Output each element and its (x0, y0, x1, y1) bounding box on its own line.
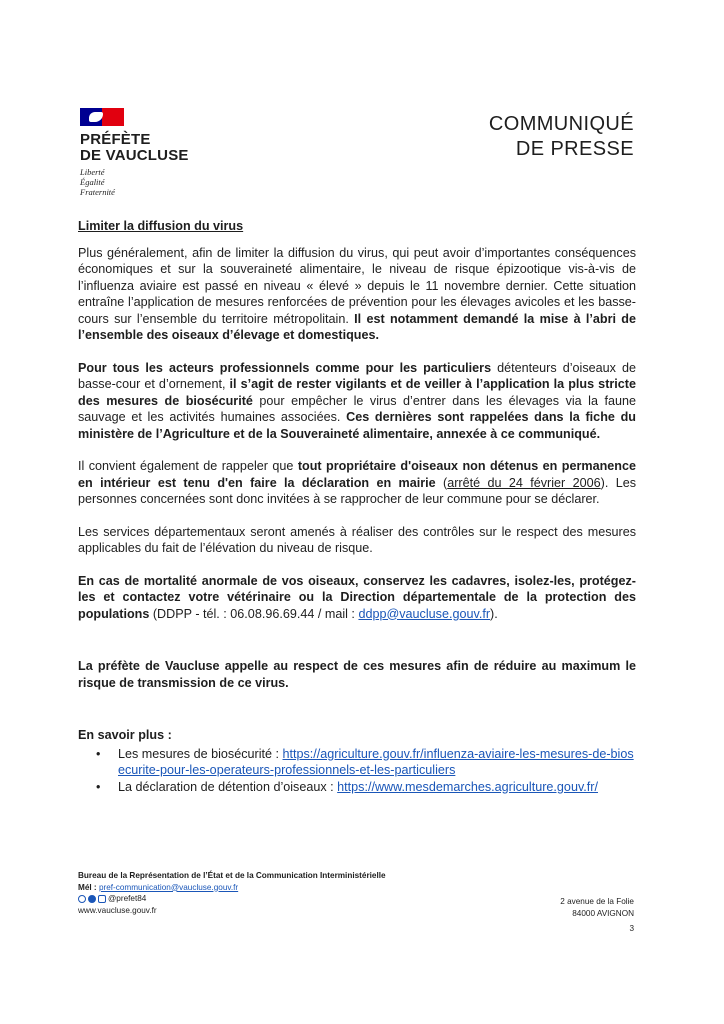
biosecurity-link[interactable]: https://agriculture.gouv.fr/influenza-aviaire-les-mesures-de-biosecurite-pour-les-operateurs-professionnels-et-les-particuliers (118, 746, 634, 777)
title-line-2: DE PRESSE (515, 138, 634, 160)
social-handle[interactable]: @prefet84 (108, 894, 147, 904)
social-line (78, 893, 386, 905)
paragraph-text: pour empêcher le virus d’entrer dans les élevages via la faune sauvage et les activités humaines associées. (78, 393, 636, 424)
decree-reference: arrêté du 24 février 2006 (447, 475, 601, 490)
website-link[interactable]: www.vaucluse.gouv.fr (78, 905, 157, 915)
mail-line (78, 882, 386, 894)
paragraph-text: ( (435, 475, 448, 490)
list-item-label: La déclaration de détention d’oiseaux : (118, 779, 338, 794)
instagram-icon[interactable] (98, 895, 106, 903)
bullet: • (96, 779, 101, 794)
paragraph-declaration (78, 458, 636, 508)
organization-name (80, 132, 189, 164)
section-title: Limiter la diffusion du virus (78, 219, 244, 233)
twitter-icon[interactable] (78, 895, 86, 903)
office-name: Bureau de la Représentation de l’État et de la Communication Interministérielle (78, 871, 386, 880)
declaration-link[interactable]: https://www.mesdemarches.agriculture.gouv.fr/ (337, 779, 598, 794)
paragraph-mortality (78, 573, 636, 623)
more-info-title: En savoir plus : (78, 728, 172, 742)
title-line-1: COMMUNIQUÉ (488, 113, 634, 135)
list-item-label: Les mesures de biosécurité : (118, 746, 283, 761)
paragraph-emphasis: En cas de mortalité anormale de vos oiseaux, conservez les cadavres, isolez-les, protégez-les et contactez votre vétérinaire ou la Direction départementale de la protection des populations (78, 573, 636, 621)
motto-fraternite: Fraternité (80, 187, 115, 197)
bullet: • (96, 746, 101, 761)
motto-liberte: Liberté (80, 167, 105, 177)
paragraph-emphasis: Pour tous les acteurs professionnels comme pour les particuliers (78, 360, 492, 375)
prefecture-logo (80, 108, 189, 197)
list-item (96, 779, 636, 796)
paragraph-text: Plus généralement, afin de limiter la diffusion du virus, qui peut avoir d’importantes conséquences économiques et sur la souveraineté alimentaire, le niveau de risque épizootique vis-à-vis de l’influenza aviaire est passé en niveau « élevé » depuis le 11 novembre dernier. Cette situation entraîne l’application de mesures renforcées de prévention pour les élevages avicoles et les basse-cours sur l’ensemble du territoire métropolitain. (78, 245, 636, 326)
paragraph-text: détenteurs d’oiseaux de basse-cour et d’ornement, (78, 360, 636, 391)
paragraph-appeal: La préfète de Vaucluse appelle au respect de ces mesures afin de réduire au maximum le risque de transmission de ce virus. (78, 659, 636, 690)
paragraph-controls: Les services départementaux seront amenés à réaliser des contrôles sur le respect des mesures applicables du fait de l’élévation du niveau de risque. (78, 524, 636, 555)
address-line-2: 84000 AVIGNON (572, 908, 634, 918)
communication-email-link[interactable]: pref-communication@vaucluse.gouv.fr (98, 882, 239, 892)
marianne-flag-icon (80, 108, 124, 126)
org-line-1: PRÉFÈTE (80, 131, 151, 148)
motto-egalite: Égalité (80, 177, 105, 187)
paragraph-text: ). Les personnes concernées sont donc invitées à se rapprocher de leur commune pour se déclarer. (78, 475, 637, 506)
main-content (78, 218, 636, 795)
page-number: 3 (629, 924, 634, 934)
paragraph-emphasis: Ces dernières sont rappelées dans la fiche du ministère de l’Agriculture et de la Souveraineté alimentaire, annexée à ce communiqué. (78, 410, 636, 441)
paragraph-text: Il convient également de rappeler que (78, 459, 298, 473)
address-line-1: 2 avenue de la Folie (560, 897, 634, 906)
footer-contact (78, 870, 386, 916)
social-icons (78, 895, 106, 903)
republic-motto (80, 167, 189, 197)
footer-address (560, 896, 634, 935)
paragraph-text: (DDPP - tél. : 06.08.96.69.44 / mail : (149, 606, 359, 621)
paragraph-emphasis: tout propriétaire d'oiseaux non détenus en permanence en intérieur est tenu d'en faire la déclaration en mairie (78, 459, 636, 490)
paragraph-emphasis: Il est notamment demandé la mise à l’abri de l’ensemble des oiseaux d’élevage et domestiques. (78, 311, 637, 342)
paragraph-actors (78, 360, 636, 443)
mail-label: Mél : (78, 882, 99, 892)
paragraph-text: ). (490, 606, 498, 621)
org-line-2: DE VAUCLUSE (80, 147, 189, 164)
list-item (96, 746, 636, 779)
paragraph-emphasis: il s’agit de rester vigilants et de veiller à l’application la plus stricte des mesures de biosécurité (78, 377, 636, 408)
more-info-list (78, 746, 636, 796)
paragraph-risk-level (78, 245, 636, 344)
document-title (489, 112, 634, 162)
ddpp-email-link[interactable]: ddpp@vaucluse.gouv.fr (358, 606, 491, 621)
facebook-icon[interactable] (88, 895, 96, 903)
